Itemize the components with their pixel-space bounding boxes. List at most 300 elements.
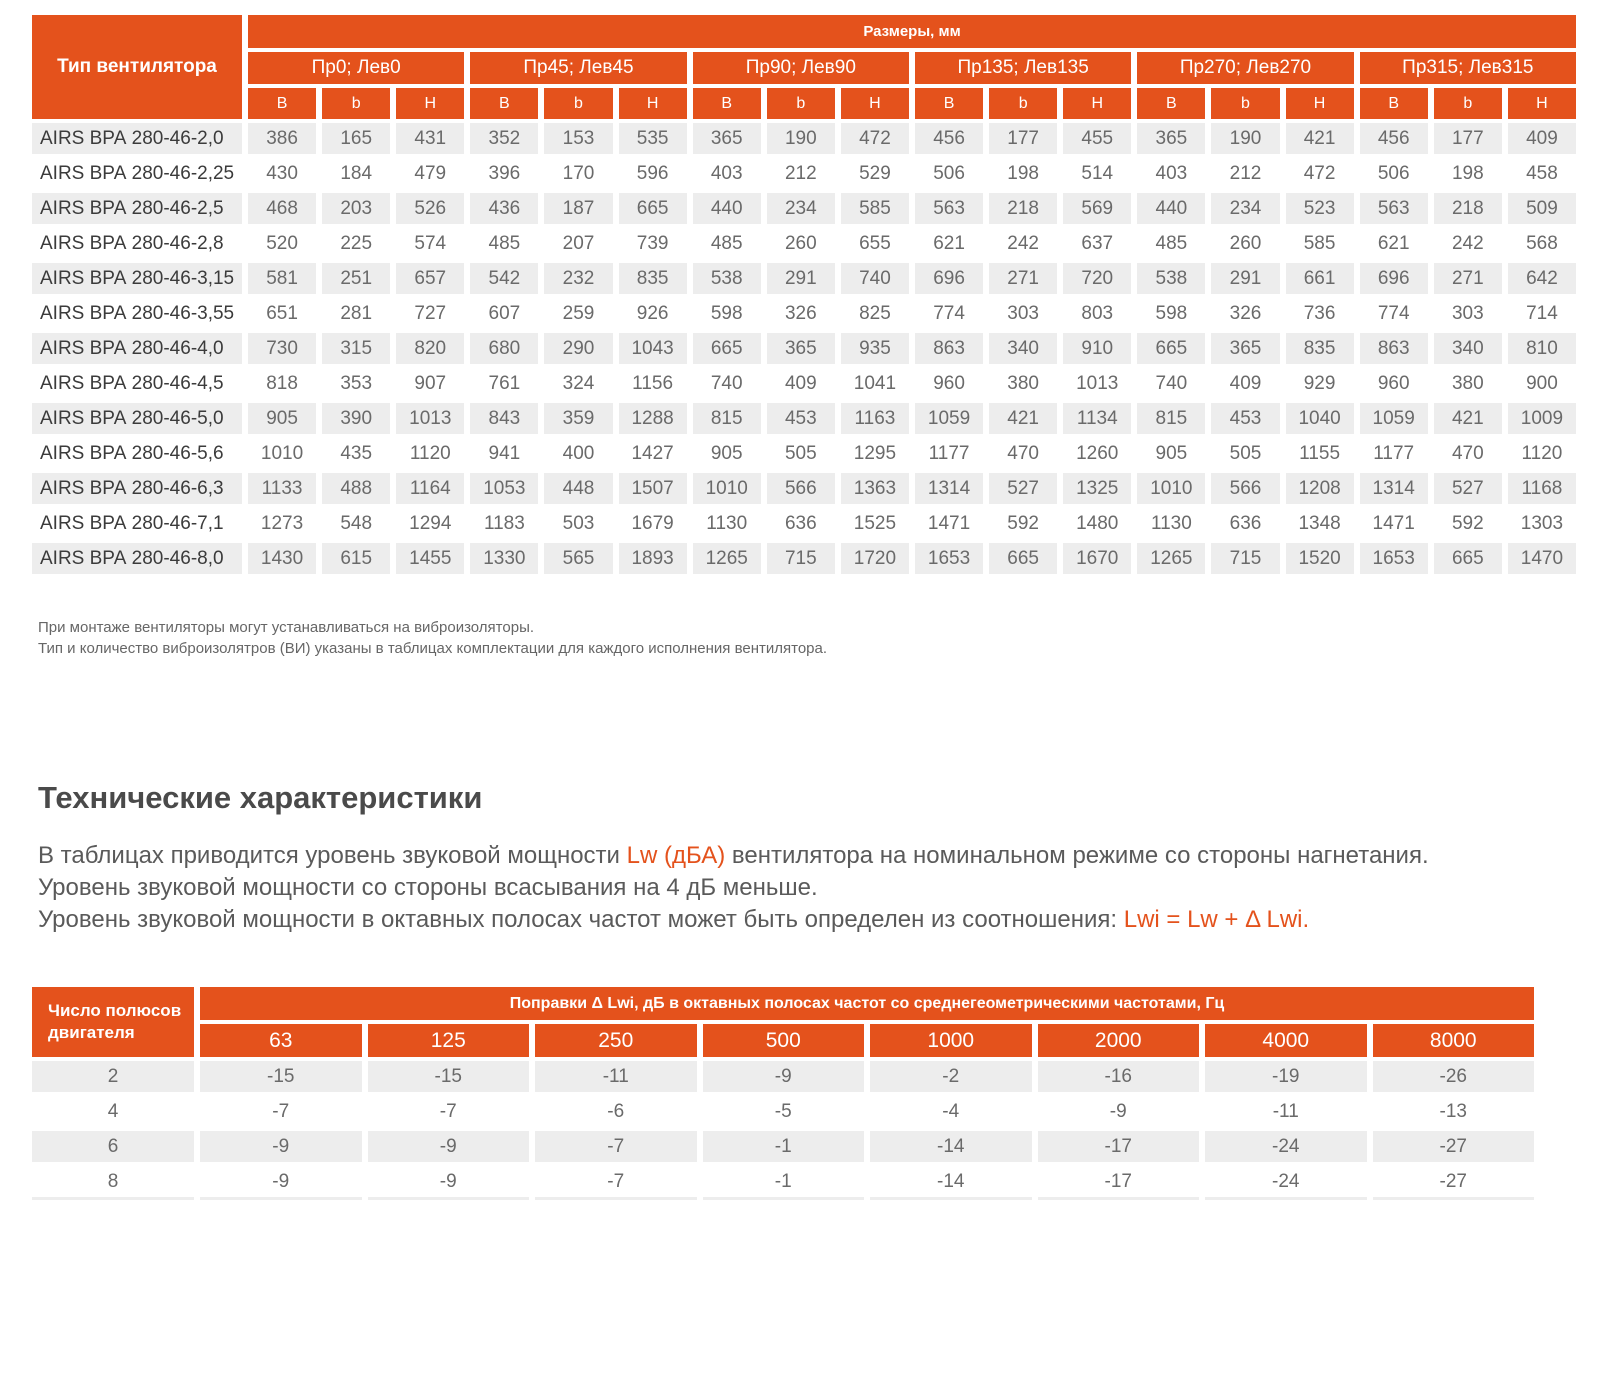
dimension-value: 303 <box>1451 302 1484 324</box>
correction-value: -9 <box>368 1166 530 1200</box>
dimension-value: 1183 <box>483 512 525 534</box>
dimension-value: 714 <box>1526 302 1558 324</box>
dimension-value: 165 <box>322 123 390 154</box>
dimension-value: 340 <box>989 333 1057 364</box>
table-row <box>32 123 1576 154</box>
dimension-value: 736 <box>1303 302 1336 324</box>
frequency-header: 125 <box>368 1024 530 1057</box>
dimension-value: 409 <box>784 372 817 394</box>
dimension-value: 468 <box>248 193 316 224</box>
dimension-value: 1177 <box>928 442 970 464</box>
dimension-subheader: b <box>544 88 612 119</box>
dimension-value: 529 <box>859 162 891 184</box>
dimension-value: 1130 <box>1150 512 1192 534</box>
dimension-subheader: H <box>1286 88 1354 119</box>
table-row <box>32 543 1576 574</box>
dimension-value: 621 <box>933 232 965 254</box>
dimension-value: 218 <box>1434 193 1502 224</box>
dimension-value: 935 <box>841 333 909 364</box>
description-line-1-end: вентилятора на номинальном режиме со стороны нагнетания. <box>725 842 1429 869</box>
corrections-table-body <box>32 1061 1534 1200</box>
dimension-subheader: b <box>989 88 1057 119</box>
dimension-value: 1273 <box>260 512 304 534</box>
dimension-value: 642 <box>1508 263 1576 294</box>
corrections-table-header <box>32 987 1534 1057</box>
group-header: Пр270; Лев270 <box>1137 52 1353 84</box>
dimension-subheader: b <box>1434 88 1502 119</box>
dimension-value: 430 <box>266 162 298 184</box>
correction-value: -1 <box>703 1166 865 1200</box>
dimension-subheader: b <box>767 88 835 119</box>
dimension-value: 234 <box>767 193 835 224</box>
dimension-value: 1010 <box>260 442 304 464</box>
dimension-value: 900 <box>1526 372 1558 394</box>
dimension-value: 810 <box>1508 333 1576 364</box>
dimension-value: 715 <box>1211 543 1279 574</box>
table-row <box>32 228 1576 259</box>
fan-model-name: AIRS ВРА 280-46-3,55 <box>40 302 235 324</box>
description-line-3-start: Уровень звуковой мощности в октавных полосах частот может быть определен из соотношения: <box>38 906 1124 933</box>
dimension-value: 527 <box>1434 473 1502 504</box>
fan-model-name: AIRS ВРА 280-46-7,1 <box>40 512 224 534</box>
dimension-value: 1303 <box>1520 512 1564 534</box>
dimensions-table-body <box>32 123 1576 574</box>
dimension-value: 1265 <box>1137 543 1205 574</box>
dimension-value: 1013 <box>396 403 464 434</box>
dimension-value: 615 <box>322 543 390 574</box>
dimension-value: 535 <box>619 123 687 154</box>
correction-value: -5 <box>774 1100 792 1122</box>
dimension-value: 657 <box>396 263 464 294</box>
dimension-value: 340 <box>1434 333 1502 364</box>
dimension-value: 456 <box>1360 123 1428 154</box>
dimension-value: 271 <box>989 263 1057 294</box>
dimension-value: 380 <box>1451 372 1484 394</box>
lw-term: Lw (дБА) <box>626 842 726 869</box>
section-title: Технические характеристики <box>38 780 483 815</box>
dimension-value: 568 <box>1526 232 1558 254</box>
dimension-value: 281 <box>340 302 373 324</box>
correction-value: -24 <box>1205 1166 1367 1200</box>
dimension-value: 203 <box>322 193 390 224</box>
dimension-value: 739 <box>636 232 669 254</box>
dimension-subheader: H <box>841 88 909 119</box>
dimension-value: 251 <box>322 263 390 294</box>
dimension-value: 636 <box>784 512 817 534</box>
dimension-value: 260 <box>784 232 817 254</box>
poles-value: 2 <box>32 1061 194 1092</box>
dimension-value: 198 <box>1007 162 1039 184</box>
dimension-value: 563 <box>1360 193 1428 224</box>
dimension-value: 421 <box>1434 403 1502 434</box>
dimension-value: 761 <box>488 372 521 394</box>
dimension-value: 621 <box>1377 232 1410 254</box>
dimension-value: 1134 <box>1063 403 1131 434</box>
dimension-value: 1480 <box>1076 512 1119 534</box>
dimension-value: 509 <box>1508 193 1576 224</box>
dimension-value: 1040 <box>1286 403 1354 434</box>
dimension-value: 453 <box>767 403 835 434</box>
dimension-value: 1059 <box>915 403 983 434</box>
correction-value: -9 <box>1109 1100 1127 1122</box>
dimension-value: 661 <box>1286 263 1354 294</box>
dimension-value: 548 <box>340 512 373 534</box>
dimension-value: 1471 <box>927 512 971 534</box>
dimension-value: 1010 <box>1137 473 1205 504</box>
dimension-value: 403 <box>710 162 743 184</box>
dimension-value: 153 <box>544 123 612 154</box>
dimension-value: 1893 <box>619 543 687 574</box>
correction-value: -14 <box>870 1131 1032 1162</box>
dimension-value: 941 <box>488 442 521 464</box>
frequency-header: 250 <box>535 1024 697 1057</box>
dimension-value: 637 <box>1081 232 1114 254</box>
poles-value: 6 <box>32 1131 194 1162</box>
dimension-value: 440 <box>1137 193 1205 224</box>
dimension-subheader: b <box>1211 88 1279 119</box>
dimension-value: 458 <box>1526 162 1558 184</box>
table-row <box>32 508 1576 539</box>
correction-value: -24 <box>1205 1131 1367 1162</box>
correction-value: -1 <box>703 1131 865 1162</box>
dimension-value: 1053 <box>470 473 538 504</box>
dimension-value: 740 <box>1155 372 1188 394</box>
dimension-value: 326 <box>784 302 817 324</box>
description-line-1-start: В таблицах приводится уровень звуковой мощности <box>38 842 627 869</box>
dimension-value: 538 <box>693 263 761 294</box>
dimension-value: 207 <box>562 232 595 254</box>
dimension-value: 1010 <box>693 473 761 504</box>
frequency-header: 1000 <box>870 1024 1032 1057</box>
dimension-value: 651 <box>266 302 298 324</box>
dimension-value: 260 <box>1229 232 1262 254</box>
dimension-value: 291 <box>767 263 835 294</box>
dimension-value: 505 <box>784 442 817 464</box>
dimension-value: 592 <box>1451 512 1484 534</box>
dimension-value: 843 <box>470 403 538 434</box>
dimension-value: 598 <box>1155 302 1188 324</box>
correction-value: -17 <box>1038 1131 1200 1162</box>
dimension-value: 1363 <box>841 473 909 504</box>
dimension-value: 326 <box>1229 302 1262 324</box>
section-description <box>38 840 1429 936</box>
dimension-value: 740 <box>710 372 743 394</box>
dimension-value: 569 <box>1063 193 1131 224</box>
dimension-value: 1155 <box>1299 442 1341 464</box>
dimension-value: 730 <box>248 333 316 364</box>
poles-header: Число полюсов двигателя <box>32 987 194 1057</box>
table-row <box>32 1096 1534 1127</box>
dimension-value: 1288 <box>619 403 687 434</box>
dimension-value: 315 <box>322 333 390 364</box>
table-row <box>32 263 1576 294</box>
dimension-value: 905 <box>1155 442 1188 464</box>
table-row <box>32 298 1576 329</box>
dimension-value: 380 <box>1007 372 1039 394</box>
dimension-value: 271 <box>1434 263 1502 294</box>
fan-model-name: AIRS ВРА 280-46-3,15 <box>32 263 242 294</box>
table-row <box>32 473 1576 504</box>
dimension-value: 1059 <box>1360 403 1428 434</box>
correction-value: -7 <box>535 1131 697 1162</box>
dimension-value: 1455 <box>396 543 464 574</box>
formula: Lwi = Lw + Δ Lwi. <box>1123 906 1310 933</box>
dimension-value: 774 <box>933 302 965 324</box>
dimension-value: 863 <box>915 333 983 364</box>
dimension-value: 1041 <box>853 372 897 394</box>
frequency-header: 2000 <box>1038 1024 1200 1057</box>
dimension-value: 803 <box>1081 302 1114 324</box>
dimension-value: 1427 <box>631 442 674 464</box>
dimension-value: 1260 <box>1076 442 1119 464</box>
dimension-value: 1653 <box>915 543 983 574</box>
correction-value: -7 <box>272 1100 290 1122</box>
correction-value: -27 <box>1373 1131 1535 1162</box>
correction-value: -9 <box>703 1061 865 1092</box>
dimension-value: 453 <box>1211 403 1279 434</box>
dimension-value: 526 <box>396 193 464 224</box>
dimension-subheader: H <box>1508 88 1576 119</box>
dimension-value: 665 <box>1137 333 1205 364</box>
dimension-value: 488 <box>322 473 390 504</box>
dimension-value: 907 <box>414 372 447 394</box>
dimension-value: 607 <box>488 302 521 324</box>
dimension-value: 353 <box>340 372 373 394</box>
dimension-value: 665 <box>1434 543 1502 574</box>
dimension-value: 715 <box>767 543 835 574</box>
dimension-value: 665 <box>619 193 687 224</box>
fan-model-name: AIRS ВРА 280-46-4,0 <box>32 333 242 364</box>
dimension-value: 1168 <box>1508 473 1576 504</box>
dimension-value: 929 <box>1303 372 1336 394</box>
dimension-value: 665 <box>989 543 1057 574</box>
dimension-value: 527 <box>989 473 1057 504</box>
dimension-value: 503 <box>562 512 595 534</box>
dimension-value: 436 <box>470 193 538 224</box>
fan-type-header: Тип вентилятора <box>32 15 242 119</box>
dimension-value: 1013 <box>1076 372 1119 394</box>
note-line-1: При монтаже вентиляторы могут устанавливаться на виброизоляторы. <box>38 619 535 636</box>
correction-value: -27 <box>1373 1166 1535 1200</box>
dimension-value: 1164 <box>396 473 464 504</box>
dimension-value: 303 <box>1007 302 1039 324</box>
dimension-value: 565 <box>544 543 612 574</box>
dimension-value: 184 <box>340 162 373 184</box>
dimension-value: 470 <box>1451 442 1484 464</box>
dimension-value: 290 <box>544 333 612 364</box>
dimension-value: 1670 <box>1063 543 1131 574</box>
dimension-value: 403 <box>1155 162 1188 184</box>
dimension-value: 1314 <box>915 473 983 504</box>
dimension-value: 187 <box>544 193 612 224</box>
correction-value: -14 <box>870 1166 1032 1200</box>
dimension-value: 910 <box>1063 333 1131 364</box>
dimension-value: 365 <box>1137 123 1205 154</box>
dimension-value: 598 <box>710 302 743 324</box>
dimension-value: 1163 <box>841 403 909 434</box>
correction-value: -7 <box>535 1166 697 1200</box>
dimension-value: 359 <box>544 403 612 434</box>
dimension-value: 1653 <box>1360 543 1428 574</box>
dimension-value: 581 <box>248 263 316 294</box>
frequency-header: 500 <box>703 1024 865 1057</box>
dimension-value: 198 <box>1451 162 1484 184</box>
dimension-value: 218 <box>989 193 1057 224</box>
fan-model-name: AIRS ВРА 280-46-5,0 <box>32 403 242 434</box>
correction-value: -26 <box>1373 1061 1535 1092</box>
dimension-value: 505 <box>1229 442 1262 464</box>
mounting-notes <box>38 617 827 659</box>
dimension-value: 1208 <box>1286 473 1354 504</box>
dimension-value: 566 <box>1211 473 1279 504</box>
dimension-value: 390 <box>322 403 390 434</box>
dimension-value: 960 <box>1377 372 1410 394</box>
dimension-value: 1348 <box>1298 512 1341 534</box>
dimension-value: 1133 <box>248 473 316 504</box>
dimension-value: 435 <box>340 442 373 464</box>
correction-value: -9 <box>200 1131 362 1162</box>
dimension-value: 680 <box>470 333 538 364</box>
dimension-value: 409 <box>1508 123 1576 154</box>
dimension-value: 400 <box>562 442 595 464</box>
dimension-value: 1294 <box>409 512 452 534</box>
poles-value: 4 <box>107 1100 119 1122</box>
fan-model-name: AIRS ВРА 280-46-2,0 <box>32 123 242 154</box>
dimension-value: 365 <box>1211 333 1279 364</box>
dimension-subheader: B <box>1360 88 1428 119</box>
dimension-value: 574 <box>414 232 447 254</box>
dimension-value: 960 <box>933 372 965 394</box>
dimension-value: 905 <box>248 403 316 434</box>
dimension-value: 365 <box>767 333 835 364</box>
dimension-value: 485 <box>710 232 743 254</box>
group-header: Пр0; Лев0 <box>248 52 464 84</box>
dimension-value: 1525 <box>853 512 897 534</box>
dimension-subheader: B <box>915 88 983 119</box>
table-row <box>32 368 1576 399</box>
dimension-value: 212 <box>1229 162 1262 184</box>
dimension-value: 696 <box>915 263 983 294</box>
dimension-value: 352 <box>470 123 538 154</box>
dimension-value: 1471 <box>1372 512 1415 534</box>
dimension-value: 1430 <box>248 543 316 574</box>
table-row <box>32 158 1576 189</box>
dimension-value: 636 <box>1229 512 1262 534</box>
dimension-value: 485 <box>488 232 521 254</box>
dimension-value: 421 <box>989 403 1057 434</box>
description-line-2: Уровень звуковой мощности со стороны всасывания на 4 дБ меньше. <box>38 874 818 901</box>
correction-value: -15 <box>368 1061 530 1092</box>
dimension-value: 596 <box>636 162 669 184</box>
dimension-subheader: b <box>322 88 390 119</box>
dimension-value: 905 <box>710 442 743 464</box>
group-header: Пр90; Лев90 <box>693 52 909 84</box>
dimension-value: 259 <box>562 302 595 324</box>
dimension-value: 825 <box>859 302 891 324</box>
dimension-value: 396 <box>488 162 521 184</box>
dimension-value: 1120 <box>409 442 451 464</box>
table-row <box>32 403 1576 434</box>
dimension-value: 324 <box>562 372 595 394</box>
dimension-value: 1265 <box>693 543 761 574</box>
dimension-value: 421 <box>1286 123 1354 154</box>
dimension-subheader: H <box>1063 88 1131 119</box>
dimension-subheader: H <box>619 88 687 119</box>
dimension-value: 1120 <box>1521 442 1563 464</box>
correction-value: -6 <box>607 1100 625 1122</box>
dimension-value: 926 <box>636 302 669 324</box>
dimension-value: 1507 <box>619 473 687 504</box>
frequency-header: 8000 <box>1373 1024 1535 1057</box>
correction-value: -9 <box>368 1131 530 1162</box>
dimension-value: 170 <box>562 162 595 184</box>
dimension-value: 655 <box>859 232 891 254</box>
dimension-value: 291 <box>1211 263 1279 294</box>
dimension-value: 242 <box>1451 232 1484 254</box>
fan-model-name: AIRS ВРА 280-46-8,0 <box>32 543 242 574</box>
dimension-value: 774 <box>1377 302 1410 324</box>
correction-value: -4 <box>942 1100 960 1122</box>
dimension-value: 485 <box>1155 232 1188 254</box>
dimension-value: 448 <box>544 473 612 504</box>
note-line-2: Тип и количество виброизолятров (ВИ) указаны в таблицах комплектации для каждого исполнения вентилятора. <box>38 640 828 657</box>
dimension-value: 815 <box>1137 403 1205 434</box>
correction-value: -17 <box>1038 1166 1200 1200</box>
dimension-value: 727 <box>414 302 447 324</box>
dimension-value: 506 <box>933 162 965 184</box>
fan-model-name: AIRS ВРА 280-46-2,25 <box>40 162 235 184</box>
dimension-value: 740 <box>841 263 909 294</box>
dimension-value: 1679 <box>631 512 674 534</box>
dimension-value: 409 <box>1229 372 1262 394</box>
dimensions-table <box>26 11 1582 578</box>
dimension-value: 835 <box>1286 333 1354 364</box>
table-row <box>32 193 1576 224</box>
dimension-value: 815 <box>693 403 761 434</box>
dimension-value: 818 <box>266 372 298 394</box>
table-row <box>32 1131 1534 1162</box>
group-header: Пр135; Лев135 <box>915 52 1131 84</box>
fan-model-name: AIRS ВРА 280-46-2,5 <box>32 193 242 224</box>
dimension-value: 1156 <box>632 372 674 394</box>
dimension-value: 225 <box>340 232 373 254</box>
table-row <box>32 1061 1534 1092</box>
fan-model-name: AIRS ВРА 280-46-4,5 <box>40 372 224 394</box>
corrections-table <box>26 983 1540 1204</box>
dimension-value: 566 <box>767 473 835 504</box>
dimension-subheader: B <box>1137 88 1205 119</box>
dimension-subheader: H <box>396 88 464 119</box>
correction-value: -2 <box>870 1061 1032 1092</box>
dimension-value: 1470 <box>1508 543 1576 574</box>
group-header: Пр45; Лев45 <box>470 52 686 84</box>
dimension-value: 365 <box>693 123 761 154</box>
dimension-value: 1325 <box>1063 473 1131 504</box>
correction-value: -13 <box>1439 1100 1467 1122</box>
dimension-value: 1177 <box>1373 442 1415 464</box>
fan-model-name: AIRS ВРА 280-46-5,6 <box>40 442 224 464</box>
dimension-value: 696 <box>1360 263 1428 294</box>
dimension-value: 431 <box>396 123 464 154</box>
description-line-3 <box>38 904 1429 936</box>
dimension-value: 386 <box>248 123 316 154</box>
dimension-value: 585 <box>841 193 909 224</box>
dimension-value: 720 <box>1063 263 1131 294</box>
correction-value: -19 <box>1205 1061 1367 1092</box>
table-row <box>32 333 1576 364</box>
dimension-value: 514 <box>1081 162 1114 184</box>
dimension-value: 1314 <box>1360 473 1428 504</box>
